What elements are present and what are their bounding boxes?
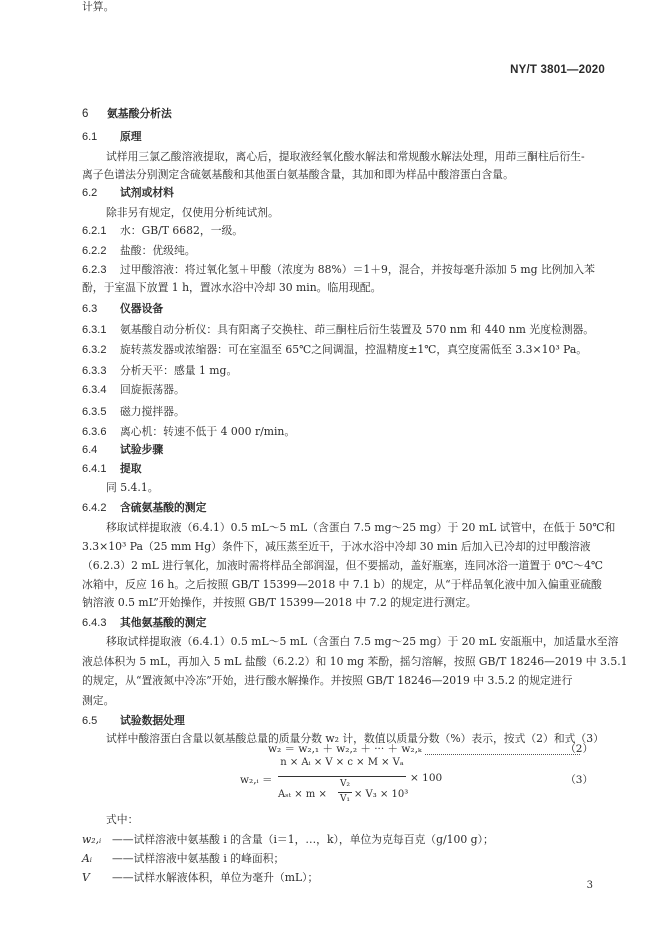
paragraph-line: 同 5.4.1。: [106, 481, 159, 494]
variable-symbol: V: [82, 871, 90, 884]
paragraph-continuation: （6.2.3）2 mL 进行氧化，加液时需将样品全部润湿，但不要摇动，盖好瓶塞，连同冰浴一道置于 0℃～4℃: [82, 559, 604, 572]
section-title: 试剂或材料: [120, 186, 174, 199]
paragraph-line: 除非另有规定，仅使用分析纯试剂。: [106, 206, 279, 219]
variable-description: ——试样水解液体积，单位为毫升（mL）；: [112, 871, 319, 884]
paragraph-line: 试样用三氯乙酸溶液提取，离心后，提取液经氧化酸水解法和常规酸水解法处理，用茚三酮柱后衍生-: [106, 150, 585, 163]
section-title: 试验步骤: [120, 443, 164, 456]
variable-symbol: Aᵢ: [82, 852, 92, 865]
equation-3-inner-bar: [338, 792, 352, 793]
clause-item: [82, 224, 243, 238]
clause-item: [82, 405, 185, 419]
paragraph-continuation: 钠溶液 0.5 mL”开始操作，并按照 GB/T 15399—2018 中 7.2 的规定进行测定。: [82, 596, 477, 609]
clause-text: 过甲酸溶液：将过氧化氢＋甲酸（浓度为 88%）＝1＋9，混合，并按每毫升添加 5 mg 比例加入苯: [120, 263, 595, 276]
clause-item: [82, 323, 594, 337]
section-number: 6.3: [82, 303, 98, 315]
clause-number: 6.3.3: [82, 365, 107, 377]
section-number: 6.1: [82, 131, 98, 143]
equation-3-denominator-left: Aₛₜ × m ×: [278, 789, 327, 800]
section-number: 6.5: [82, 715, 98, 727]
variable-definition: [82, 833, 494, 847]
section-heading: [82, 186, 174, 200]
paragraph-continuation: 冰箱中，反应 16 h。之后按照 GB/T 15399—2018 中 7.1 b）的规定，从“于样品氧化液中加入偏重亚硫酸: [82, 578, 602, 591]
clause-item: [82, 244, 196, 258]
equation-3-lhs: w₂,ᵢ ＝: [240, 774, 273, 786]
clause-text: 离心机：转速不低于 4 000 r/min。: [120, 425, 296, 438]
clause-item: [82, 425, 295, 439]
section-title: 其他氨基酸的测定: [120, 616, 207, 629]
page-number: 3: [586, 880, 593, 891]
clause-item: [82, 383, 185, 397]
clause-number: 6.3.4: [82, 384, 107, 396]
section-number: 6.2: [82, 187, 98, 199]
variable-definition: [82, 871, 318, 885]
paragraph-line: 试样中酸溶蛋白含量以氨基酸总量的质量分数 w₂ 计，数值以质量分数（%）表示，按式（2）和式（3）: [106, 732, 604, 745]
section-heading: [82, 107, 172, 121]
where-label: 式中：: [106, 813, 139, 826]
clause-item: [82, 263, 595, 277]
paragraph-line: 移取试样提取液（6.4.1）0.5 mL～5 mL（含蛋白 7.5 mg～25 mg）于 20 mL 试管中，在低于 50℃和: [106, 521, 616, 534]
section-number: 6.4.1: [82, 463, 107, 475]
paragraph-continuation: 液总体积为 5 mL，再加入 5 mL 盐酸（6.2.2）和 10 mg 苯酚，摇匀溶解，按照 GB/T 18246—2019 中 3.5.1: [82, 655, 628, 668]
section-title: 仪器设备: [120, 302, 164, 315]
equation-3-denominator-right: × V₃ × 10³: [354, 789, 409, 800]
section-title: 含硫氨基酸的测定: [120, 501, 207, 514]
clause-text: 旋转蒸发器或浓缩器：可在室温至 65℃之间调温，控温精度±1℃，真空度需低至 3.3×10³ Pa。: [120, 343, 588, 356]
section-heading: [82, 443, 163, 457]
equation-2-number: （2）: [565, 743, 593, 755]
section-heading: [82, 616, 206, 630]
clause-number: 6.2.3: [82, 264, 107, 276]
standard-code: NY/T 3801—2020: [510, 64, 605, 76]
variable-description: ——试样溶液中氨基酸 i 的含量（i＝1，…，k），单位为克每百克（g/100 g）；: [112, 833, 494, 846]
clause-number: 6.2.1: [82, 225, 107, 237]
clause-number: 6.2.2: [82, 245, 107, 257]
variable-symbol: w₂,ᵢ: [82, 833, 102, 846]
equation-3-inner-numerator: V₂: [339, 779, 351, 789]
clause-item: [82, 364, 237, 378]
section-title: 氨基酸分析法: [107, 107, 172, 120]
paragraph-continuation: 测定。: [82, 694, 115, 707]
section-heading: [82, 501, 206, 515]
section-title: 提取: [120, 462, 142, 475]
section-heading: [82, 130, 142, 144]
paragraph-continuation: 酚，于室温下放置 1 h，置冰水浴中冷却 30 min。临用现配。: [82, 281, 382, 294]
clause-text: 回旋振荡器。: [120, 383, 185, 396]
section-number: 6.4.3: [82, 617, 107, 629]
section-title: 试验数据处理: [120, 714, 185, 727]
clause-text: 分析天平：感量 1 mg。: [120, 364, 238, 377]
section-title: 原理: [120, 130, 142, 143]
section-heading: [82, 714, 185, 728]
clause-number: 6.3.5: [82, 406, 107, 418]
equation-3-fraction-bar: [278, 776, 406, 777]
clause-number: 6.3.6: [82, 426, 107, 438]
clause-item: [82, 343, 587, 357]
equation-3-inner-denominator: V₁: [339, 794, 351, 804]
clause-number: 6.3.1: [82, 324, 107, 336]
paragraph-continuation: 的规定，从“置液氮中冷冻”开始，进行酸水解操作。并按照 GB/T 18246—2019 中 3.5.2 的规定进行: [82, 674, 573, 687]
equation-2-text: w₂ ＝ w₂,₁ ＋ w₂,₂ ＋ ··· ＋ w₂,ₖ: [268, 743, 422, 755]
paragraph-continuation: 离子色谱法分别测定含硫氨基酸和其他蛋白氨基酸含量，其加和即为样品中酸溶蛋白含量。: [82, 168, 514, 181]
equation-3-factor: × 100: [410, 772, 443, 784]
section-number: 6: [82, 108, 89, 120]
variable-definition: [82, 852, 284, 866]
clause-text: 氨基酸自动分析仪：具有阳离子交换柱、茚三酮柱后衍生装置及 570 nm 和 440 nm 光度检测器。: [120, 323, 595, 336]
clause-text: 水：GB/T 6682，一级。: [120, 224, 244, 237]
clause-number: 6.3.2: [82, 344, 107, 356]
variable-description: ——试样溶液中氨基酸 i 的峰面积；: [112, 852, 285, 865]
paragraph-line: 移取试样提取液（6.4.1）0.5 mL～5 mL（含蛋白 7.5 mg～25 mg）于 20 mL 安瓿瓶中，加适量水至溶: [106, 635, 619, 648]
paragraph-continuation: 计算。: [82, 0, 115, 13]
section-number: 6.4.2: [82, 502, 107, 514]
equation-2-leader: [425, 754, 580, 755]
paragraph-continuation: 3.3×10³ Pa（25 mm Hg）条件下，减压蒸至近干，于冰水浴中冷却 30 min 后加入已冷却的过甲酸溶液: [82, 540, 591, 553]
clause-text: 盐酸：优级纯。: [120, 244, 196, 257]
section-heading: [82, 302, 163, 316]
equation-3-numerator: n × Aᵢ × V × c × M × Vₐ: [280, 757, 404, 768]
section-number: 6.4: [82, 444, 98, 456]
equation-3-number: （3）: [565, 774, 593, 786]
clause-text: 磁力搅拌器。: [120, 405, 185, 418]
section-heading: [82, 462, 142, 476]
